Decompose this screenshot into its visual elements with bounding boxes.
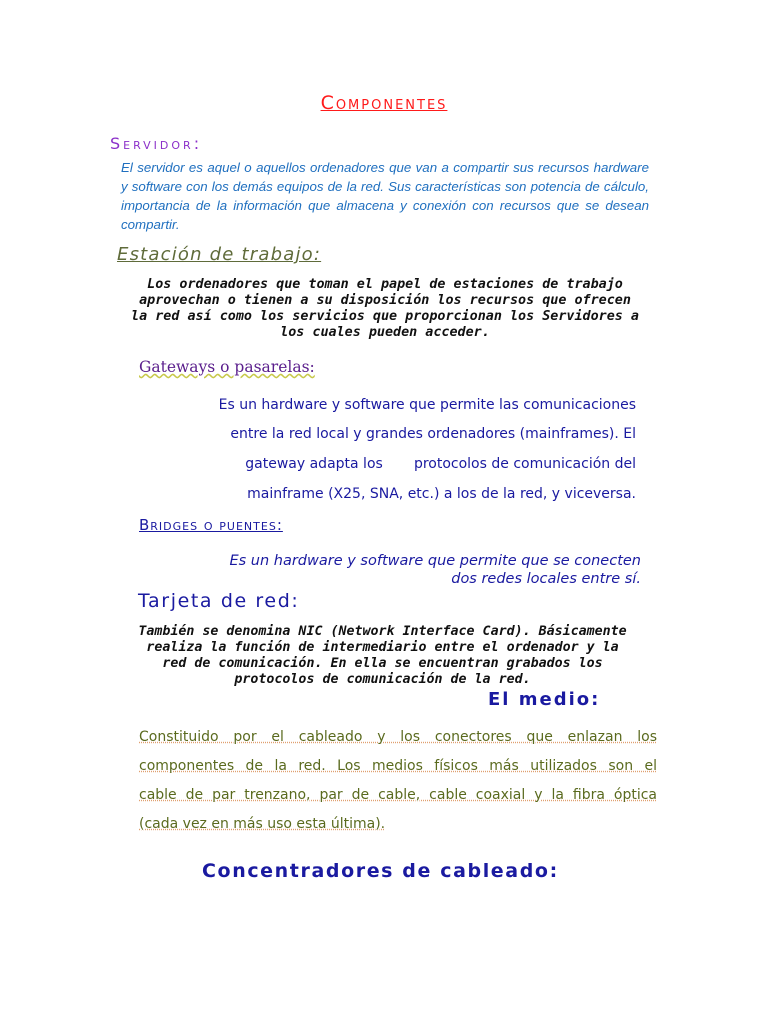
medio-line: componentes de la red. Los medios físicos más utilizados son el — [139, 758, 657, 774]
concentradores-heading: Concentradores de cableado: — [202, 860, 559, 882]
estacion-heading: Estación de trabajo: — [117, 244, 322, 265]
bridges-line: Es un hardware y software que permite que se conecten — [229, 553, 641, 569]
bridges-paragraph — [140, 552, 641, 588]
medio-line: (cada vez en más uso esta última). — [139, 816, 386, 832]
bridges-heading: Bridges o puentes: — [139, 516, 283, 534]
gateways-heading: Gateways o pasarelas: — [139, 358, 315, 376]
gateways-line: mainframe (X25, SNA, etc.) a los de la red, y viceversa. — [247, 486, 636, 502]
medio-line: cable de par trenzano, par de cable, cable coaxial y la fibra óptica — [139, 787, 657, 803]
estacion-paragraph: Los ordenadores que toman el papel de estaciones de trabajo aprovechan o tienen a su disposición los recursos que ofrecen la red así como los servicios que proporcionan los Servidores a los cuales pueden acceder. — [131, 277, 639, 340]
servidor-paragraph: El servidor es aquel o aquellos ordenadores que van a compartir sus recursos hardware y software con los demás equipos de la red. Sus características son potencia de cálculo, importancia de la información que almacena y conexión con recursos que se desean compartir. — [121, 160, 649, 232]
medio-line: Constituido por el cableado y los conectores que enlazan los — [139, 729, 657, 745]
servidor-heading: Servidor: — [110, 134, 203, 153]
gateways-line: Es un hardware y software que permite las comunicaciones — [218, 397, 636, 413]
gateways-line: gateway adapta los protocolos de comunicación del — [245, 456, 636, 472]
tarjeta-paragraph: También se denomina NIC (Network Interface Card). Básicamente realiza la función de intermediario entre el ordenador y la red de comunicación. En ella se encuentran grabados los protocolos de comunicación de la red. — [138, 624, 627, 687]
bridges-line: dos redes locales entre sí. — [451, 571, 641, 587]
page-title: Componentes — [320, 92, 448, 114]
gateways-line: entre la red local y grandes ordenadores (mainframes). El — [230, 426, 636, 442]
medio-heading: El medio: — [488, 689, 601, 710]
tarjeta-heading: Tarjeta de red: — [138, 590, 300, 612]
